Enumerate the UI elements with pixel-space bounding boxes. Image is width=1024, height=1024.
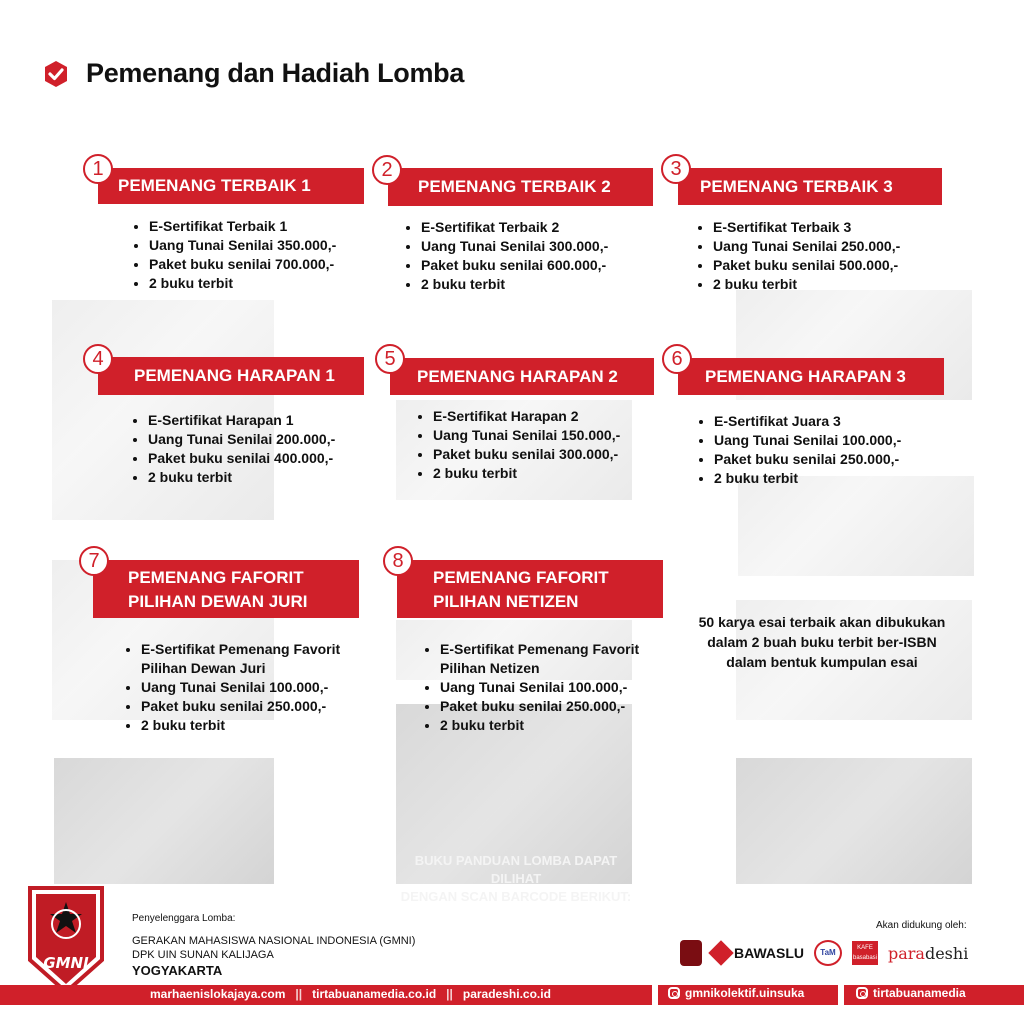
list-item: • Paket buku senilai 250.000,-: [440, 697, 639, 716]
kpu-logo-icon: [680, 940, 702, 966]
card-number: 1: [83, 154, 113, 184]
check-badge-icon: [42, 60, 70, 88]
paradeshi-logo: [888, 944, 968, 963]
card-title: PEMENANG TERBAIK 2: [388, 168, 653, 206]
list-item: • Paket buku senilai 250.000,-: [714, 450, 901, 469]
list-item: • E-Sertifikat Terbaik 2: [421, 218, 608, 237]
background-photo: [738, 476, 974, 576]
bawaslu-logo: [712, 944, 804, 962]
prize-list: [696, 412, 901, 488]
list-item: • 2 buku terbit: [141, 716, 340, 735]
card-title: PEMENANG HARAPAN 2: [390, 358, 654, 395]
list-item: • 2 buku terbit: [440, 716, 639, 735]
list-item: • Uang Tunai Senilai 300.000,-: [421, 237, 608, 256]
card-number: 2: [372, 155, 402, 185]
note-line: dalam bentuk kumpulan esai: [726, 654, 918, 670]
footer-separator: ||: [295, 987, 303, 1001]
card-title: PEMENANG TERBAIK 1: [98, 168, 364, 204]
kafe-basabasi-logo: KAFE basabasi: [852, 941, 878, 965]
page-header: [42, 58, 464, 89]
sponsor-logos: [680, 940, 968, 966]
card-title: PEMENANG HARAPAN 3: [678, 358, 944, 395]
list-item: • E-Sertifikat Harapan 2: [433, 407, 620, 426]
footer-link[interactable]: paradeshi.co.id: [462, 987, 551, 1001]
paradeshi-logo-part: para: [888, 943, 925, 963]
guide-note-line: DENGAN SCAN BARCODE BERIKUT:: [400, 889, 632, 904]
organizer-unit: DPK UIN SUNAN KALIJAGA: [132, 949, 274, 961]
list-item: • Uang Tunai Senilai 100.000,-: [440, 678, 639, 697]
book-note: [698, 612, 946, 672]
list-item: • Uang Tunai Senilai 150.000,-: [433, 426, 620, 445]
list-item: • E-Sertifikat Juara 3: [714, 412, 901, 431]
prize-list: [131, 217, 336, 293]
organizer-name: GERAKAN MAHASISWA NASIONAL INDONESIA (GMNI): [132, 935, 416, 947]
list-item: • Uang Tunai Senilai 100.000,-: [714, 431, 901, 450]
list-item: • Paket buku senilai 400.000,-: [148, 449, 335, 468]
prize-list: [403, 218, 608, 294]
footer-bar: [0, 985, 1024, 1005]
list-item: • E-Sertifikat Harapan 1: [148, 411, 335, 430]
bawaslu-icon: [708, 940, 733, 965]
paradeshi-logo-part: deshi: [924, 943, 969, 963]
list-item: • Paket buku senilai 500.000,-: [713, 256, 900, 275]
card-number: 6: [662, 344, 692, 374]
logo-text: GMNI: [43, 954, 89, 972]
list-item: Pilihan Dewan Juri: [141, 660, 266, 676]
gmni-logo-icon: [22, 880, 110, 996]
card-title: [93, 560, 359, 618]
guide-note: [396, 852, 636, 906]
list-item: • 2 buku terbit: [714, 469, 901, 488]
prize-list: [422, 640, 639, 735]
card-title-line: PEMENANG FAFORIT: [128, 568, 304, 587]
background-photo: [736, 758, 972, 884]
footer-divider: [838, 985, 844, 1005]
list-item: • Uang Tunai Senilai 100.000,-: [141, 678, 340, 697]
footer-separator: ||: [446, 987, 453, 1001]
card-title-line: PILIHAN NETIZEN: [433, 592, 579, 611]
instagram-handle[interactable]: [668, 986, 804, 1000]
prize-list: [123, 640, 340, 735]
prize-list: [130, 411, 335, 487]
organizer-info: [132, 912, 415, 978]
list-item: • 2 buku terbit: [149, 274, 336, 293]
instagram-icon: [668, 987, 680, 999]
organizer-city: YOGYAKARTA: [132, 963, 223, 978]
card-title: PEMENANG HARAPAN 1: [98, 357, 364, 395]
list-item: • 2 buku terbit: [713, 275, 900, 294]
instagram-handle[interactable]: [856, 986, 966, 1000]
list-item: • E-Sertifikat Pemenang Favorit: [141, 640, 340, 659]
list-item: • 2 buku terbit: [421, 275, 608, 294]
guide-note-line: BUKU PANDUAN LOMBA DAPAT DILIHAT: [414, 853, 618, 886]
page-title: Pemenang dan Hadiah Lomba: [86, 58, 465, 88]
card-number: 4: [83, 344, 113, 374]
prize-list: [695, 218, 900, 294]
list-item: • Uang Tunai Senilai 200.000,-: [148, 430, 335, 449]
background-photo: [54, 758, 274, 884]
footer-divider: [652, 985, 658, 1005]
prize-list: [415, 407, 620, 483]
list-item: • Uang Tunai Senilai 250.000,-: [713, 237, 900, 256]
support-label: Akan didukung oleh:: [876, 920, 967, 931]
card-number: 8: [383, 546, 413, 576]
list-item: • 2 buku terbit: [148, 468, 335, 487]
footer-link[interactable]: tirtabuanamedia.co.id: [312, 987, 437, 1001]
instagram-handle-text: tirtabuanamedia: [873, 986, 966, 1000]
list-item: • E-Sertifikat Pemenang Favorit: [440, 640, 639, 659]
list-item: • E-Sertifikat Terbaik 1: [149, 217, 336, 236]
list-item: • 2 buku terbit: [433, 464, 620, 483]
footer-links: [150, 987, 551, 1001]
card-number: 7: [79, 546, 109, 576]
bawaslu-text: BAWASLU: [734, 945, 804, 961]
card-number: 5: [375, 344, 405, 374]
card-number: 3: [661, 154, 691, 184]
list-item: • Paket buku senilai 700.000,-: [149, 255, 336, 274]
tam-logo: TaM: [814, 940, 842, 966]
card-title: [397, 560, 663, 618]
organizer-label: Penyelenggara Lomba:: [132, 913, 236, 924]
instagram-icon: [856, 987, 868, 999]
list-item: Pilihan Netizen: [440, 660, 540, 676]
note-line: 50 karya esai terbaik akan dibukukan: [698, 614, 946, 630]
list-item: • E-Sertifikat Terbaik 3: [713, 218, 900, 237]
card-title-line: PILIHAN DEWAN JURI: [128, 592, 308, 611]
list-item: • Paket buku senilai 250.000,-: [141, 697, 340, 716]
card-title: PEMENANG TERBAIK 3: [678, 168, 942, 205]
card-title-line: PEMENANG FAFORIT: [433, 568, 609, 587]
list-item: • Uang Tunai Senilai 350.000,-: [149, 236, 336, 255]
instagram-handle-text: gmnikolektif.uinsuka: [685, 986, 805, 1000]
list-item: • Paket buku senilai 300.000,-: [433, 445, 620, 464]
background-photo: [52, 300, 274, 520]
list-item: • Paket buku senilai 600.000,-: [421, 256, 608, 275]
note-line: dalam 2 buah buku terbit ber-ISBN: [707, 634, 937, 650]
footer-link[interactable]: marhaenislokajaya.com: [150, 987, 286, 1001]
